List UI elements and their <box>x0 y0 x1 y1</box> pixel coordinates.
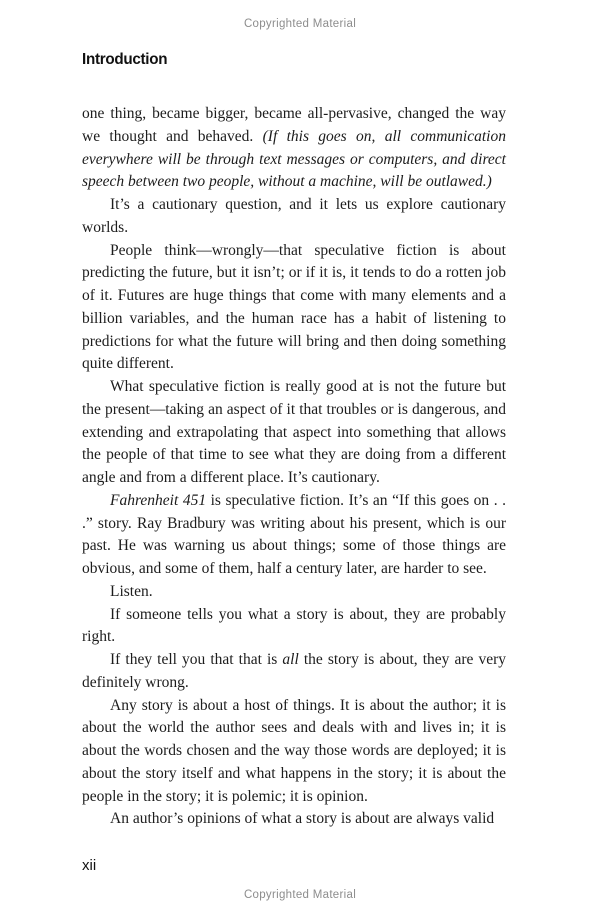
text-run: If someone tells you what a story is about, they are probably right. <box>82 605 506 646</box>
paragraph <box>82 490 506 581</box>
italic-text-run: all <box>282 651 299 668</box>
body-text <box>82 103 506 831</box>
text-run: Any story is about a host of things. It is about the author; it is about the world the author sees and deals with and lives in; it is about the words chosen and the way those words are deployed; it is about the story itself and what happens in the story; it is about the people in the story; it is polemic; it is opinion. <box>82 696 506 805</box>
text-run: It’s a cautionary question, and it lets us explore cautionary worlds. <box>82 196 506 236</box>
text-run: What speculative fiction is really good at is not the future but the present—taking an aspect of it that troubles or is dangerous, and extending and extrapolating that aspect into something that allows the people of that time to see what they are doing from a different angle and from a different place. It’s cautionary. <box>82 378 506 486</box>
italic-text-run: (If this goes on, all communication everywhere will be through text messages or computers, and direct speech between two people, without a machine, will be outlawed.) <box>82 127 506 191</box>
paragraph <box>82 581 506 604</box>
italic-text-run: Fahrenheit 451 <box>110 491 207 509</box>
section-title: Introduction <box>82 51 168 68</box>
paragraph <box>82 649 506 695</box>
paragraph <box>82 695 506 809</box>
text-run: Listen. <box>110 582 153 600</box>
copyright-notice-bottom: Copyrighted Material <box>243 889 357 901</box>
paragraph <box>82 376 506 490</box>
text-run: If they tell you that that is <box>110 651 283 668</box>
text-run: An author’s opinions of what a story is about are always valid <box>110 810 495 828</box>
paragraph <box>82 604 506 650</box>
text-run: the story is about, they are very definitely wrong. <box>82 651 506 691</box>
paragraph <box>82 194 506 240</box>
paragraph <box>82 103 506 194</box>
copyright-notice-top: Copyrighted Material <box>243 18 357 30</box>
paragraph <box>82 240 506 377</box>
text-run: one thing, became bigger, became all-pervasive, changed the way we thought and behaved. <box>82 105 506 145</box>
text-run: is speculative fiction. It’s an “If this goes on . . .” story. Ray Bradbury was writing about his present, which is our past. He was warning us about things; some of those things are obvious, and some of them, half a century later, are harder to see. <box>82 491 506 577</box>
page-number: xii <box>82 857 97 874</box>
text-run: People think—wrongly—that speculative fiction is about predicting the future, but it isn’t; or if it is, it tends to do a rotten job of it. Futures are huge things that come with many elements and a billion variables, and the human race has a habit of listening to predictions for what the future will bring and then doing something quite different. <box>82 241 506 373</box>
paragraph <box>82 808 506 831</box>
